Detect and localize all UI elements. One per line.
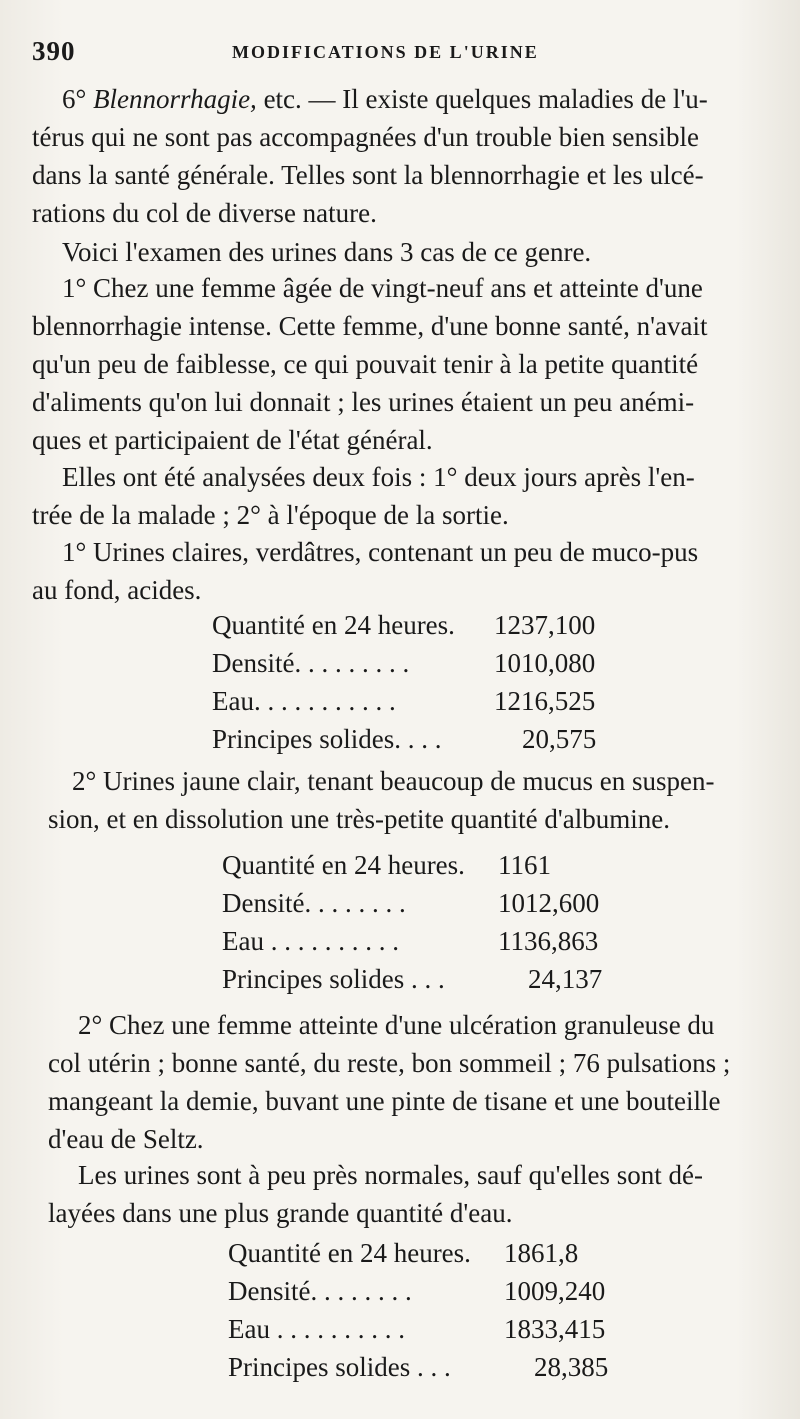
text-line: sion, et en dissolution une très-petite quantité d'albumine. [48, 804, 670, 834]
table-row [228, 1310, 628, 1348]
row-value: 1012,600 [498, 888, 600, 918]
table-row [212, 644, 612, 682]
row-value: 20,575 [522, 724, 597, 754]
row-value: 1237,100 [494, 610, 596, 640]
text-line: qu'un peu de faiblesse, ce qui pouvait tenir à la petite quantité [32, 349, 699, 379]
table-row [222, 922, 622, 960]
row-label: Densité. . . . . . . . [222, 888, 406, 918]
row-label: Eau . . . . . . . . . . [222, 926, 399, 956]
row-value: 1861,8 [504, 1238, 579, 1268]
text-line: Elles ont été analysées deux fois : 1° deux jours après l'en- [62, 462, 695, 492]
row-label: Eau. . . . . . . . . . . [212, 686, 396, 716]
analysis-table-1 [212, 606, 612, 758]
row-value: 24,137 [528, 964, 603, 994]
text-line: blennorrhagie intense. Cette femme, d'une bonne santé, n'avait [32, 311, 708, 341]
text-line: trée de la malade ; 2° à l'époque de la sortie. [32, 500, 509, 530]
text-line: rations du col de diverse nature. [32, 198, 377, 228]
row-value: 1161 [498, 850, 551, 880]
row-label: Quantité en 24 heures. [228, 1238, 471, 1268]
table-row [222, 884, 622, 922]
text-line: d'eau de Seltz. [48, 1124, 204, 1154]
row-value: 1009,240 [504, 1276, 606, 1306]
text-line: térus qui ne sont pas accompagnées d'un trouble bien sensible [32, 122, 699, 152]
text-line: 6° Blennorrhagie, etc. — Il existe quelques maladies de l'u- [62, 84, 708, 114]
row-label: Quantité en 24 heures. [222, 850, 465, 880]
text-line: layées dans une plus grande quantité d'eau. [48, 1198, 513, 1228]
analysis-table-3 [228, 1234, 628, 1386]
row-value: 1010,080 [494, 648, 596, 678]
row-label: Principes solides . . . [228, 1352, 451, 1382]
text-line: ques et participaient de l'état général. [32, 425, 433, 455]
text-line: d'aliments qu'on lui donnait ; les urines étaient un peu anémi- [32, 387, 695, 417]
row-value: 1216,525 [494, 686, 596, 716]
row-value: 1136,863 [498, 926, 599, 956]
row-label: Principes solides. . . . [212, 724, 442, 754]
text-line: Les urines sont à peu près normales, sauf qu'elles sont dé- [78, 1160, 703, 1190]
running-title: MODIFICATIONS DE L'URINE [232, 42, 539, 62]
row-label: Quantité en 24 heures. [212, 610, 455, 640]
text-line: 1° Chez une femme âgée de vingt-neuf ans et atteinte d'une [62, 273, 703, 303]
text-line: col utérin ; bonne santé, du reste, bon sommeil ; 76 pulsations ; [48, 1048, 731, 1078]
page-header [32, 36, 772, 76]
row-label: Densité. . . . . . . . . [212, 648, 410, 678]
table-row [212, 606, 612, 644]
text-line: 1° Urines claires, verdâtres, contenant un peu de muco-pus [62, 537, 699, 567]
row-label: Eau . . . . . . . . . . [228, 1314, 405, 1344]
table-row [228, 1272, 628, 1310]
table-row [228, 1234, 628, 1272]
row-label: Principes solides . . . [222, 964, 445, 994]
table-row [222, 960, 622, 998]
row-value: 28,385 [534, 1352, 609, 1382]
text-line: au fond, acides. [32, 575, 202, 605]
text-line: dans la santé générale. Telles sont la blennorrhagie et les ulcé- [32, 160, 704, 190]
page-number: 390 [32, 36, 76, 66]
table-row [228, 1348, 628, 1386]
table-row [212, 682, 612, 720]
text-line: 2° Urines jaune clair, tenant beaucoup de mucus en suspen- [72, 766, 715, 796]
text-line: 2° Chez une femme atteinte d'une ulcération granuleuse du [78, 1010, 715, 1040]
row-value: 1833,415 [504, 1314, 606, 1344]
text-line: Voici l'examen des urines dans 3 cas de ce genre. [62, 237, 592, 267]
table-row [222, 846, 622, 884]
row-label: Densité. . . . . . . . [228, 1276, 412, 1306]
analysis-table-2 [222, 846, 622, 998]
text-line: mangeant la demie, buvant une pinte de tisane et une bouteille [48, 1086, 721, 1116]
table-row [212, 720, 612, 758]
